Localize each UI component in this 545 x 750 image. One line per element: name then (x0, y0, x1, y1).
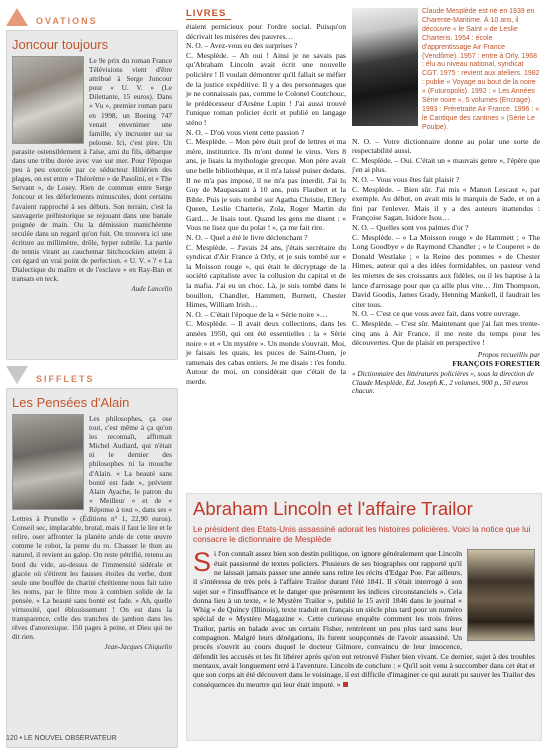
sifflets-signature: Jean-Jacques Chiquelin (104, 643, 172, 652)
article-title: Abraham Lincoln et l'affaire Trailor (193, 498, 473, 519)
lincoln-portrait (467, 549, 535, 641)
joncour-photo (12, 56, 84, 144)
ovations-label: OVATIONS (36, 16, 98, 26)
article-subtitle: Le président des Etats-Unis assassiné adorait les histoires policières. Voici la notice que lui consacre le dictionnaire de Mesplède (193, 524, 531, 545)
ovations-body (12, 56, 172, 283)
credit-line: Propos recueillis par (477, 349, 540, 359)
article-dropcap: S (193, 547, 212, 578)
ovations-text: Le 9e prix du roman France Télévisions vient d'être attribué à Serge Joncour pour « U. V. » (Le Dilettante, 15 euros). Dans « Vu », premier roman paru en 1998, un Boeing 747 venait envenimer une famille, s'y incruster sur sa pelouse. Ici, c'est pire. Un parasite ostensiblement à l'aise, ami du fils, débarque dans une tribu dorée avec vue sur mer. Pour l'époque peu à peu exercée par ce séducteur Hitlérien des plages, on est entre « Théorème » de Pasolini, et « The Servant », de Losey. Rien de commun entre Serge Joncour et les déferlements minuscules, dont certains l'avaient rapproché à ses débuts. Son terrain, c'est la sauvagerie préhistorique se rejouant dans une banale poignée de main. Ou la démission manichéenne reculée dans un regard qu'on fuit. On trouvera ici une écriture au millimètre, drôle, hyper subtile. La partie de tennis virant au cauchemar hitchcockien atteint à cet égard un vrai point de perfection. « U. V. » ? « La Dialectique du maître et de l'esclave » en Ray-Ban et transats en teck. (12, 56, 172, 284)
interview-right-column (352, 8, 540, 396)
sifflets-box (6, 388, 178, 748)
ayache-photo (12, 414, 84, 510)
credit-name: FRANÇOIS FORESTIER (452, 358, 540, 368)
triangle-down-icon (6, 366, 28, 384)
sifflets-header (6, 366, 178, 386)
sifflets-title: Les Pensées d'Alain (12, 395, 130, 410)
left-sidebar-column (6, 8, 178, 734)
ovations-signature: Aude Lancelin (131, 285, 172, 294)
triangle-up-icon (6, 8, 28, 26)
mesplede-bio: Claude Mesplède est né en 1939 en Charente-Maritime. À 10 ans, il découvre « le Saint » de Leslie Charteris. 1954 : école d'apprentissage Air France (Vendôme). 1957 : entre à Orly. 1968 : élu au niveau national, syndicat CGT. 1975 : revient aux ateliers. 1982 : publie « Voyage au bout de la noire » (Futuropolis). 1992 : « Les Années Série noire », 5 volumes (Encrage). 1993 : Préretraite Air France. 1996 : « le Cantique des cantines » (Série Le Poulpe). (422, 8, 540, 131)
sifflets-label: SIFFLETS (36, 374, 95, 384)
article-text: i l'on connaît assez bien son destin politique, on ignore généralement que Lincoln était passionné de textes policiers. Plusieurs de ses biographes ont rapporté qu'il ne laissait jamais passer une année sans relire les récits d'Edgar Poe. Par ailleurs, il s'intéressa de très près à l'affaire Trailor durant l'été 1841. Il s'était interrogé à son sujet sur « l'insuffisance et le danger que présentent les indices circonstanciels ». Cela donna lieu à un texte, « le Mystère Trailor », publié le 15 avril 1846 dans le journal « Whig » de Quincy (Illinois), texte traduit en français un siècle plus tard pour un numéro spécial de « Mystère Magazine ». Cette curieuse enquête comment les trois frères Trailor, partis en balade avec un certain Fisher, rentrèrent un peu plus tard sans leur compagnon. Malgré leurs dénégations, ils furent soupçonnés de l'avoir assassiné. Un procès s'ouvrit au cours duquel le docteur Gilmore, convaincu de leur innocence, défendit les accusés et les fit libérer après qu'on eut retrouvé Fisher bien vivant. Ce dernier, sujet à des troubles mentaux, avait longuement erré à l'aventure. Lincoln de conclure : « Qu'il soit venu à succomber dans cet état et que son corps ait été découvert dans le voisinage, il est difficile d'imaginer ce qui aurait pu sauver les Trailor des conséquences du meurtre qui leur était imputé. » (193, 549, 535, 689)
lincoln-article (186, 493, 542, 741)
interview-body-right: N. O. – Votre dictionnaire donne au polar une sorte de respectabilité aussi. C. Mesplède. – Oui. C'était un « mauvais genre », l'épère que j'en ai plus. N. O. – Vous vous êtes fait plaisir ? C. Mesplède. – Bien sûr. J'ai mis « Manon Lescaut », par exemple. Au début, on avait mis le marquis de Sade, et on a fini par l'enlever. Mais il y a des auteurs inattendus : Françoise Sagan, Isidore Isou… N. O. – Quelles sont vos palmes d'or ? C. Mesplède. – « La Moisson rouge » de Hammett ; « The Long Goodbye » de Raymond Chandler ; « le Couperet » de Donald Westlake ; « la Reine des pommes » de Chester Himes, auteur qui a des idées formidables, un pasteur vend les miettes de ses croissants aux fidèles, ou il les baptise à la lance d'arrosage pour que ça aille plus vite… Jim Thompson, David Goodis, James Grady, Henning Mankell, il faudrait les citer tous. N. O. – C'est ce que vous avez fait, dans votre ouvrage. C. Mesplède. – C'est sûr. Maintenant que j'ai fait mes trente-cinq ans à Air France, il me reste du temps pour les découvertes. Que de plaisir en perspective ! (352, 136, 540, 348)
ovations-box (6, 30, 178, 360)
interview-middle-column (186, 8, 346, 387)
interview-body-mid: étaient pernicieux pour l'ordre social. Puisqu'on décrivait les misères des pauvres… N. O. – Avez-vous eu des surprises ? C. Mesplède. – Ah oui ! Ainsi je ne savais pas qu'Abraham Lincoln avait écrit une nouvelle policière ! Il voulait démontrer qu'il fallait se méfier de la justice expéditive. Il y a des personnages que je ne connaissais pas, comme le Colonel Coutchouc, le prédécesseur d'Arsène Lupin ! J'ai aussi trouvé l'unique roman policier écrit et publié en langage sténo ! N. O. – D'où vous vient cette passion ? C. Mesplède. – Mon père était prof de lettres et ma mère, institutrice. Ils m'ont donné le virus. Vers 8 ans, je lisais la mythologie grecque. Mon père avait une belle bibliothèque, et il m'a laissé puiser dedans. Il ne m'a pas imposé, il ne m'a pas interdit. J'ai lu Guy de Maupassant à 10 ans, puis Flaubert et la Bible. Puis je suis tombé sur Agatha Christie, Ellery Queen, Leslie Charteris, Zola, Roger Martin du Gard… Je lisais tout. Quand les gens me disent : « Vous ne lisez que du polar ! », ça me fait rire. N. O. – Quel a été le livre déclenchant ? C. Mesplède. – J'avais 24 ans, j'étais secrétaire du syndicat d'Air France à Orly, et je suis tombé sur « la Moisson rouge », qui était le décryptage de la société capitaliste avec la collusion du capital et de la mafia. J'ai eu un choc. Là, je suis tombé dans le bouillon, Chandler, Hammett, Burnett, Chester Himes, William Irish… N. O. – C'était l'époque de la « Série noire »… C. Mesplède. – Il avait deux collections, dans les années 1950, qui ont été essentielles : la « Série noire » et « Un mystère ». Un monde s'ouvrait. Moi, je faisais les quais, les puces de Saint-Ouen, je ramenais des cabas entiers. Je me disais : t'es fondu. Autour de moi, on considérait que c'était de la merde. (186, 22, 346, 386)
ovations-title: Joncour toujours (12, 37, 109, 52)
article-body (193, 549, 535, 688)
bio-block (352, 8, 540, 133)
ovations-header (6, 8, 178, 28)
mesplede-photo (352, 8, 418, 126)
book-footnote: « Dictionnaire des littératures policières », sous la direction de Claude Mesplède, Ed. Joseph K., 2 volumes, 900 p., 50 euros chacun. (352, 369, 534, 396)
sifflets-body (12, 414, 172, 641)
section-livres: LIVRES (186, 8, 231, 20)
page-folio: 120 • LE NOUVEL OBSERVATEUR (6, 735, 117, 742)
end-square-icon (343, 682, 348, 687)
sifflets-text: Les philosophes, ça ose tout, c'est même à ça qu'on les reconnaît, affirmait Michel Audiard, qui n'était ni le dernier des philosophes ni la mouche d'Alain. « La beauté sans bonté est fade », prévient Alain Ayache, le patron du « Meilleur » et de « Réponse à tout », dans ses « Lettres à Prunelle » (Éditions n° 1, 22,90 euros). Conseil sec, implacable, brutal, mais il faut le lire et le relire, oser affronter la planète aride de cette œuvre comme le robot, la pente du ro. Chasser le thon au naturel, il revient au galop. On reste pétrifié, retenu au bord du vide, au-dessus de l'immensité sidérale et glacée où s'étirent les fausses étoiles du verbe, dont seule une bouffée de charité chrétienne nous fait taire les noms, par le filtre mou à combien solide de la pensée. « La beauté sans bonté est fade. » Ah, quelle virtuosité, quel éblouissement ! On est dans la transparence, celle des tranches de jambon dans les rêves d'anorexique. 150 pages à peine, et Dieu qui ne dit rien. (12, 414, 172, 642)
